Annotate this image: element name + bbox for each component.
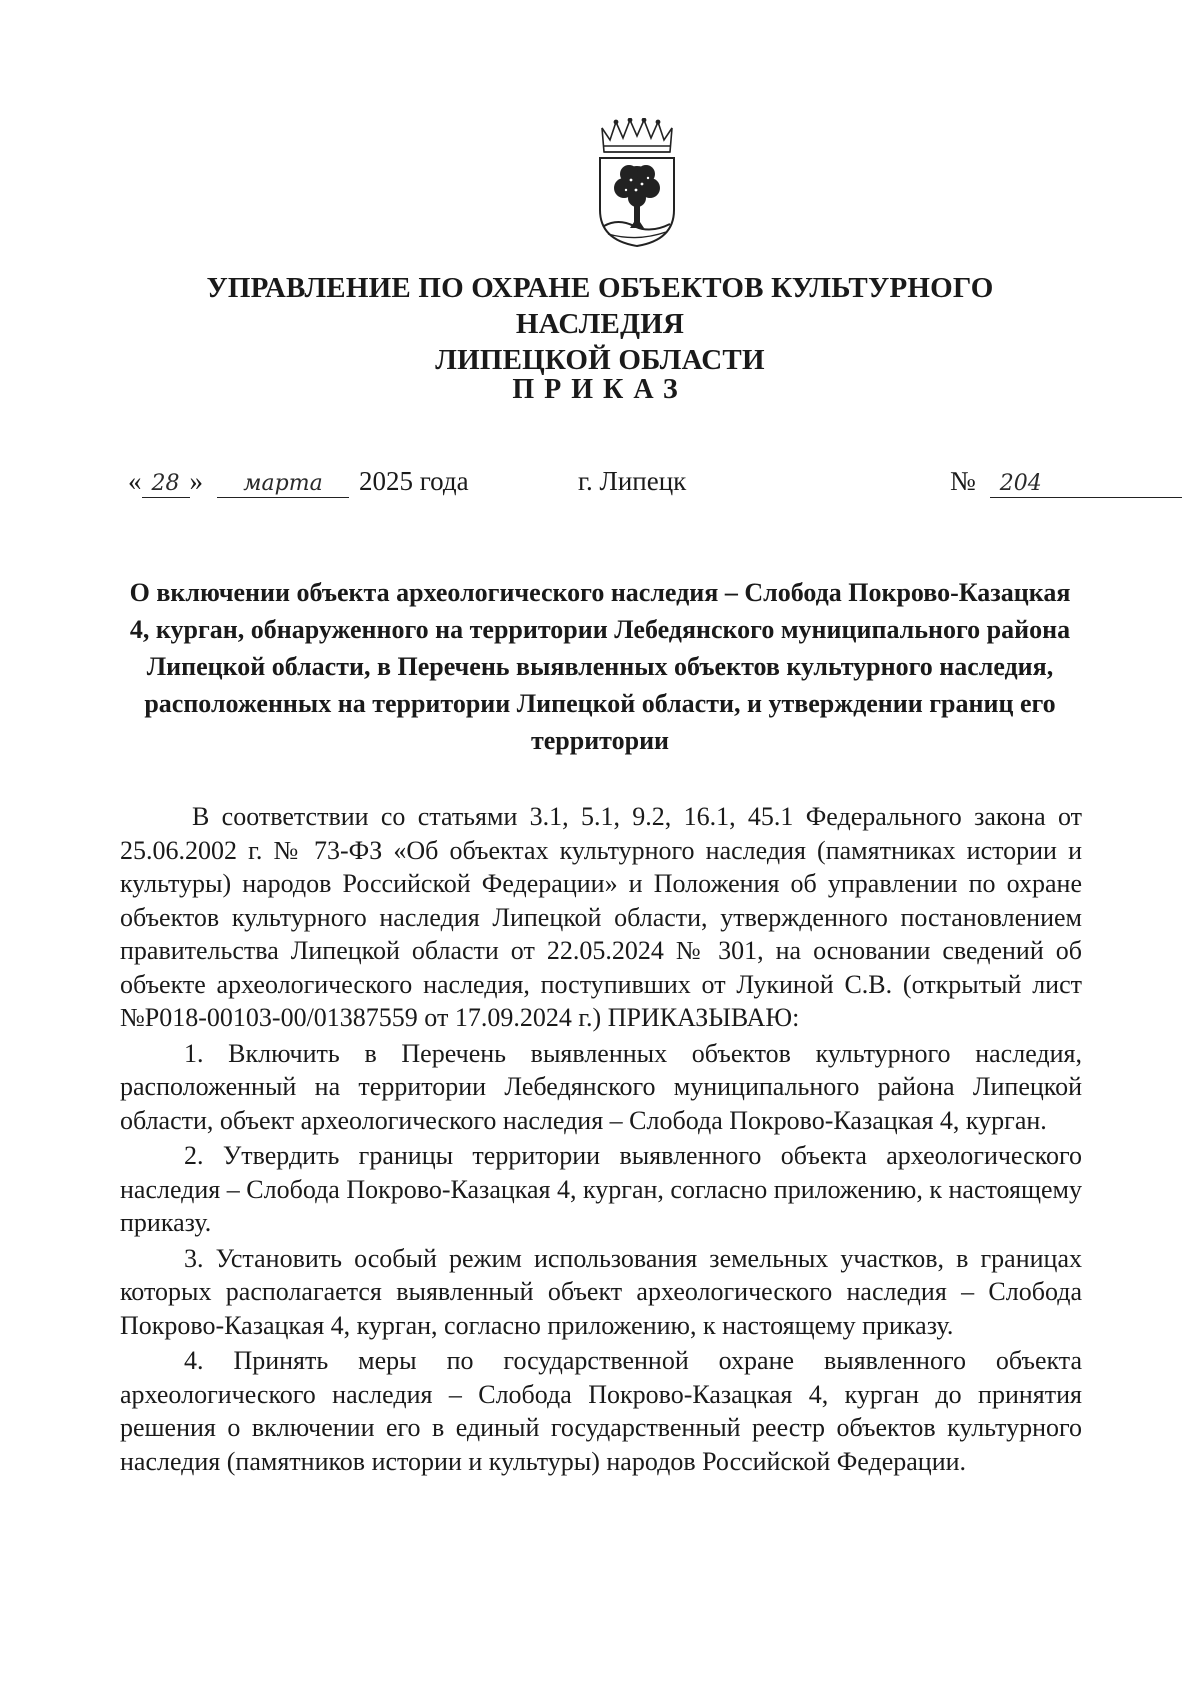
number-field <box>990 468 1182 498</box>
date-month-handwritten: марта <box>243 471 323 496</box>
order-city: г. Липецк <box>578 466 687 496</box>
date-month-field <box>217 468 349 498</box>
agency-heading <box>120 270 1080 378</box>
preamble-paragraph: В соответствии со статьями 3.1, 5.1, 9.2, 16.1, 45.1 Федерального закона от 25.06.2002 г. № 73-ФЗ «Об объектах культурного наследия (памятниках истории и культуры) народов Российской Федерации» и Положения об управлении по охране объектов культурного наследия Липецкой области, утвержденного постановлением правительства Липецкой области от 22.05.2024 № 301, на основании сведений об объекте археологического наследия, поступивших от Лукиной С.В. (открытый лист №Р018-00103-00/01387559 от 17.09.2024 г.) ПРИКАЗЫВАЮ: <box>120 802 1082 1032</box>
date-day-field <box>142 468 190 498</box>
date-day-handwritten: 28 <box>151 471 180 496</box>
coat-of-arms-icon <box>596 118 678 248</box>
agency-name-line-1: УПРАВЛЕНИЕ ПО ОХРАНЕ ОБЪЕКТОВ КУЛЬТУРНОГО НАСЛЕДИЯ <box>206 272 994 340</box>
agency-name-line-2: ЛИПЕЦКОЙ ОБЛАСТИ <box>435 344 765 376</box>
date-year: 2025 года <box>359 466 469 496</box>
order-date <box>128 466 469 498</box>
order-subject: О включении объекта археологического наследия – Слобода Покрово-Казацкая 4, курган, обнаруженного на территории Лебедянского муниципального района Липецкой области, в Перечень выявленных объектов культурного наследия, расположенных на территории Липецкой области, и утверждении границ его территории <box>129 578 1071 755</box>
date-open-quote: « <box>128 466 142 496</box>
order-body <box>120 800 1082 1480</box>
order-number <box>950 466 1182 498</box>
order-item-4: 4. Принять меры по государственной охране выявленного объекта археологического наследия – Слобода Покрово-Казацкая 4, курган до принятия решения о включении его в единый государственный реестр объектов культурного наследия (памятников истории и культуры) народов Российской Федерации. <box>120 1346 1082 1476</box>
order-item-1: 1. Включить в Перечень выявленных объектов культурного наследия, расположенный на территории Лебедянского муниципального района Липецкой области, объект археологического наследия – Слобода Покрово-Казацкая 4, курган. <box>120 1038 1082 1135</box>
order-item-2: 2. Утвердить границы территории выявленного объекта археологического наследия – Слобода Покрово-Казацкая 4, курган, согласно приложению, к настоящему приказу. <box>120 1141 1082 1237</box>
number-label: № <box>950 466 976 496</box>
order-item-3: 3. Установить особый режим использования земельных участков, в границах которых располагается выявленный объект археологического наследия – Слобода Покрово-Казацкая 4, курган, согласно приложению, к настоящему приказу. <box>120 1243 1082 1340</box>
number-handwritten: 204 <box>999 471 1042 496</box>
date-city-number-line <box>128 466 1168 506</box>
document-type-title: ПРИКАЗ <box>512 374 688 405</box>
date-close-quote: » <box>189 466 203 496</box>
